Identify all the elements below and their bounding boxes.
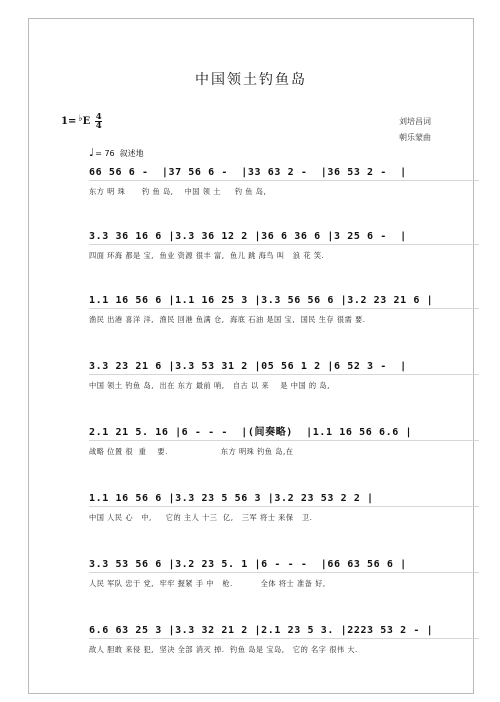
notation-line: 1.1 16 56 6 |3.3 23 5 56 3 |3.2 23 53 2 2 | [89, 491, 479, 507]
lyric-line: 战略 位置 很 重 要. 东方 明珠 钓鱼 岛,在 [89, 447, 294, 456]
time-top: 4 [95, 112, 102, 122]
lyric-line: 敌人 胆敢 来侵 犯, 坚决 全部 消灭 掉. 钓鱼 岛是 宝岛, 它的 名字 很伟 大. [89, 645, 358, 654]
key-equals: = [67, 116, 77, 127]
notation-line: 6.6 63 25 3 |3.3 32 21 2 |2.1 23 5 3. |2223 53 2 - | [89, 623, 479, 639]
system-8 [89, 623, 479, 659]
time-signature [95, 113, 102, 130]
composer: 朝乐蒙曲 [399, 133, 431, 142]
song-title: 中国领土钓鱼岛 [195, 72, 307, 88]
notation-line: 3.3 53 56 6 |3.2 23 5. 1 |6 - - - |66 63 56 6 | [89, 557, 479, 573]
key-signature [61, 113, 102, 130]
quarter-note-icon: ♩ [89, 146, 95, 159]
system-2 [89, 229, 479, 265]
notation-line: 3.3 36 16 6 |3.3 36 12 2 |36 6 36 6 |3 25 6 - | [89, 229, 479, 245]
lyric-line: 人民 军队 忠于 党, 牢牢 握紧 手 中 枪. 全体 将士 准备 好, [89, 579, 326, 588]
key-one: 1 [61, 116, 68, 127]
system-7 [89, 557, 479, 593]
lyric-line: 四面 环海 都是 宝, 鱼业 资源 很丰 富, 鱼儿 跳 海鸟 叫 浪 花 笑. [89, 251, 325, 260]
score-sheet [28, 18, 474, 694]
lyric-line: 中国 领土 钓鱼 岛, 出在 东方 最前 哨, 自古 以 来 是 中国 的 岛, [89, 381, 330, 390]
notation-line: 1.1 16 56 6 |1.1 16 25 3 |3.3 56 56 6 |3.2 23 21 6 | [89, 293, 479, 309]
credits [399, 114, 431, 146]
system-3 [89, 293, 479, 329]
lyric-line: 渔民 出港 喜洋 洋, 渔民 回港 鱼满 仓, 海底 石油 是国 宝, 国民 生存 很需 要. [89, 315, 366, 324]
notation-line: 66 56 6 - |37 56 6 - |33 63 2 - |36 53 2 - | [89, 165, 479, 181]
system-6 [89, 491, 479, 527]
time-bottom: 4 [95, 121, 102, 131]
notation-line: 3.3 23 21 6 |3.3 53 31 2 |05 56 1 2 |6 52 3 - | [89, 359, 479, 375]
lyricist: 刘培昌词 [399, 117, 431, 126]
tempo-marking [89, 147, 144, 160]
notation-line: 2.1 21 5. 16 |6 - - - |(间奏略) |1.1 16 56 6.6 | [89, 425, 479, 441]
tempo-style: 叙述地 [119, 149, 144, 158]
system-4 [89, 359, 479, 395]
key-letter: E [82, 116, 91, 127]
flat-sign: ♭ [78, 113, 83, 124]
lyric-line: 中国 人民 心 中, 它的 主人 十三 亿, 三军 将士 来保 卫. [89, 513, 313, 522]
lyric-line: 东方 明 珠 钓 鱼 岛, 中国 领 土 钓 鱼 岛, [89, 187, 267, 196]
system-5 [89, 425, 479, 461]
tempo-value: = 76 [95, 149, 115, 158]
system-1 [89, 165, 479, 201]
